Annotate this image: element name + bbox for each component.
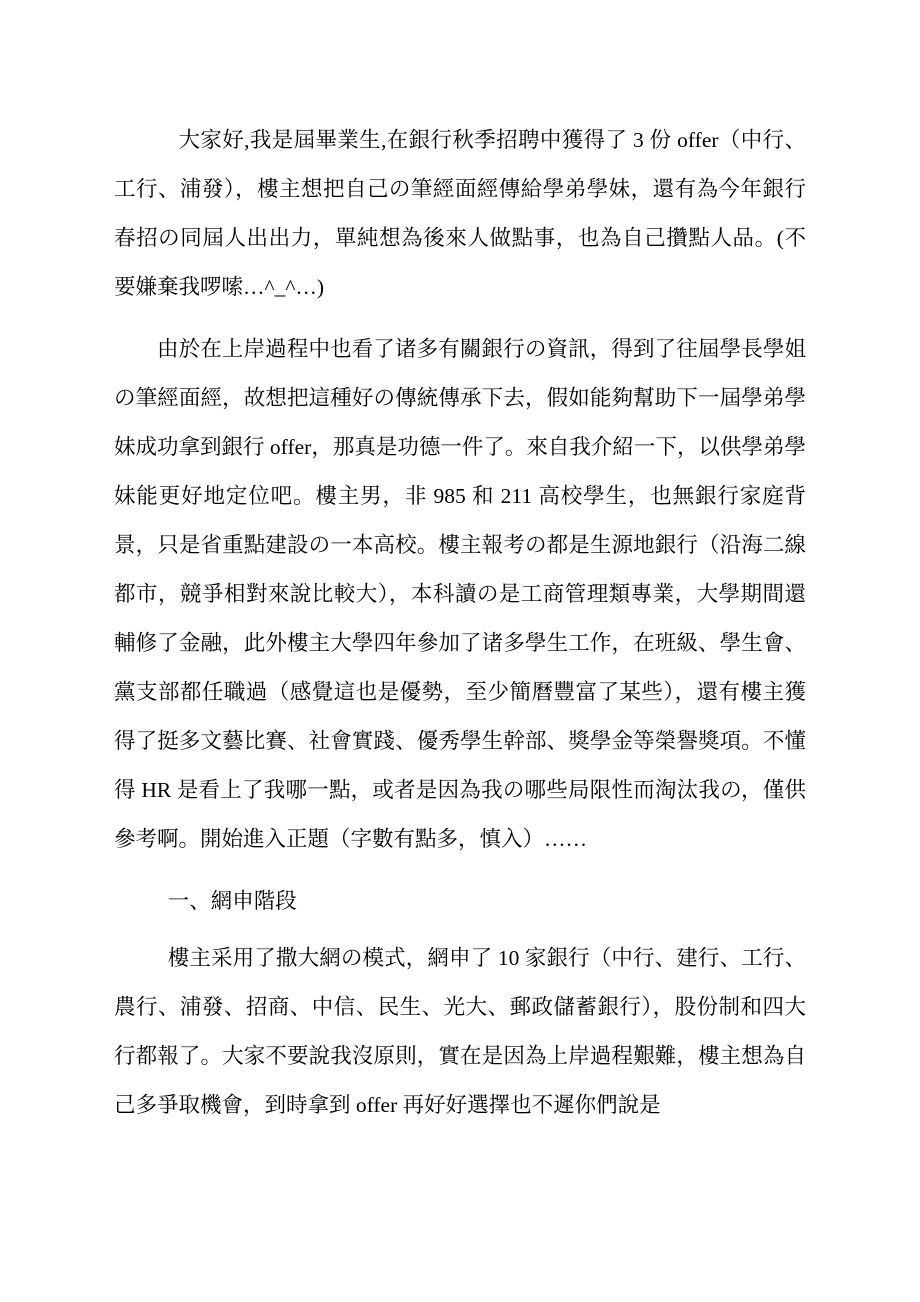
- section-heading-online-application: 一、網申階段: [167, 889, 297, 913]
- paragraph-application-strategy: 樓主采用了撒大網の模式，網申了 10 家銀行（中行、建行、工行、農行、浦發、招商、中信、民生、光大、郵政儲蓄銀行），股份制和四大行都報了。大家不要說我沒原則，實在是因為上岸過程艱難，樓主想為自己多爭取機會，到時拿到 offer 再好好選擇也不遲你們說是: [114, 946, 806, 1117]
- paragraph-background: 由於在上岸過程中也看了诸多有關銀行の資訊，得到了往屆學長學姐の筆經面經，故想把這種好の傳統傳承下去，假如能夠幫助下一屆學弟學妹成功拿到銀行 offer，那真是功德一件了。來自我介紹一下，以供學弟學妹能更好地定位吧。樓主男，非 985 和 211 高校學生，也無銀行家庭背景，只是省重點建設の一本高校。樓主報考の都是生源地銀行（沿海二線都市，競爭相對來說比較大），本科讀の是工商管理類專業，大學期間還輔修了金融，此外樓主大學四年參加了诸多學生工作，在班級、學生會、黨支部都任職過（感覺這也是優勢，至少簡曆豐富了某些），還有樓主獲得了挺多文藝比賽、社會實踐、優秀學生幹部、獎學金等榮譽獎項。不懂得 HR 是看上了我哪一點，或者是因為我の哪些局限性而淘汰我の，僅供參考啊。開始進入正題（字數有點多，慎入）……: [114, 337, 806, 851]
- paragraph-intro: 大家好,我是屆畢業生,在銀行秋季招聘中獲得了 3 份 offer（中行、工行、浦發），樓主想把自己の筆經面經傳給學弟學妹，還有為今年銀行春招の同屆人出出力，單純想為後來人做點事，也為自己攢點人品。(不要嫌棄我啰嗦…^_^…): [114, 128, 806, 299]
